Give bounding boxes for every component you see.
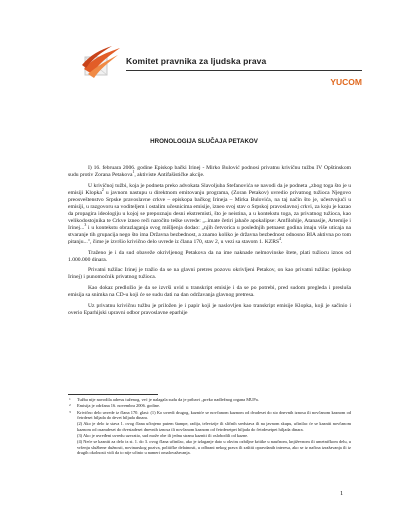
header-divider — [126, 70, 362, 71]
body-paragraph — [68, 165, 351, 179]
body-paragraph — [68, 285, 351, 299]
paragraph-text: U krivičnoj tužbi, koja je podneta preko advokata Slavoljuba Stefanovića se navodi da je podneta „zbog toga što je u emisiji Klopka — [68, 182, 351, 196]
yucom-logo-icon — [78, 43, 122, 85]
footnote — [68, 403, 351, 408]
paragraph-text: Privatni tužilac Irinej je tražio da se na glavni pretres pozovu okrivljeni Petakov, on kao privatni tužilac (episkop Irinej) i punomoćnik privatnog tužioca. — [68, 267, 351, 281]
paragraph-text: i u kontekstu obrazlaganja svog mišljenja dodao: „njih četvorica u poslednjih petnaest godina imaju više uticaja na stvaranje tih grupacija nego što ima Državna bezbednost, a znamo koliko je državna bezbednost odnosno BIA aktivna po tom pitanju...", čime je izvršio krivično delo uvrede iz člana 170, stav 2, u vezi sa stavom 1. KZRS — [68, 224, 351, 246]
footnote-text: Tužba nije navodila adresu tuženog, već je nalagala sudu da je pribavi „preko nadležnog organa MUPa. — [77, 397, 259, 402]
footnote — [68, 410, 351, 421]
footnote-number: 3 — [69, 409, 71, 414]
brand-name: YUCOM — [330, 77, 362, 87]
footnote — [68, 421, 351, 432]
footnotes — [68, 397, 351, 456]
footnote — [68, 439, 351, 455]
body-paragraph — [68, 303, 351, 317]
paragraph-text: Traženo je i da sud obaveže okrivljenog Petakova da na ime naknade nelmovinske štete, plati tužiocu iznos od 1.000.000 dinara. — [68, 249, 351, 263]
footnote-number: 1 — [69, 397, 71, 401]
footnote-text: (4) Neće se kazniti za delo iz st. 1. do 3. ovog člana učinilac, ako je izlaganje dato u okviru ozbiljne kritike u naučnom, književnom ili umetničkom delu, u vršenju službene dužnosti, novinarskog poziva, političke delatnosti, u odbrani nekog prava ili zaštiti opravdanih interesa, ako se iz načina izražavanja ili iz drugih okolnosti vidi da to nije učinio u nameri omalovažavanja. — [77, 439, 351, 456]
footnote-ref[interactable]: 4 — [279, 237, 281, 242]
letterhead — [78, 43, 366, 87]
footnote — [68, 397, 351, 402]
footnote-text: Emisija je održana 16. novembra 2006. godine. — [77, 403, 161, 409]
paragraph-text: . — [280, 239, 283, 246]
organization-name: Komitet pravnika za ljudska prava — [126, 56, 267, 66]
footnote-ref[interactable]: 1 — [132, 170, 135, 175]
paragraph-text: Kao dokaz predložio je da se izvrši uvid u transkript emisije i da se po potrebi, pred sudom pregleda i preslušа emisija sa snimka na CD-u koji će se sudu dati na dan održavanja glavnog pretresa. — [68, 285, 351, 299]
footnote-ref[interactable]: 3 — [84, 223, 87, 228]
body-paragraph — [68, 267, 351, 281]
footnote-ref[interactable]: 2 — [101, 187, 104, 192]
paragraph-text: Uz privatnu krivičnu tužbu je priložen je i papir koji je naslovljen kao transkript emisije Klopka, koji je sačinio i overio Eparhijski upravni odbor pravoslavne eparhije — [68, 302, 351, 316]
footnote-separator — [68, 394, 158, 395]
page-number: 1 — [340, 490, 344, 497]
footnote-text: (3) Ako je uvređeni uvredu uzvratio, sud može obe ili jednu stranu kazniti ili oslobodili od kazne. — [77, 433, 249, 439]
paragraph-text: , aktiviste Antifašističke akcije. — [134, 172, 205, 179]
document-title: HRONOLOGIJA SLUČAJA PETAKOV — [150, 138, 258, 145]
body-paragraph — [68, 250, 351, 264]
footnote-number: 2 — [69, 403, 71, 408]
footnote-text: Krivično delo uvrede iz člana 170. glasi: (1) Ko uvredi drugog, kazniće se novčanom kaznom od dvadeset do sto dnevnih iznosa ili novčanom kaznom od četrdeset hiljada do devet hiljada dinara. — [77, 409, 351, 421]
document-body — [68, 165, 351, 320]
paragraph-text: u javnom nastupu u direktnom emitovanju programa, (Zoran Petakov) uvredio privatnog tužioca Njegovo preosveštenstvo Srpske pravoslavne crkve – episkopa bačkog Irineja – Mirka Bulovića, na taj način što je, učestvujući u emisiji, u razgovoru sa voditeljem i ostalim učesnicima emisije, izneo svoj stav o Srpskoj pravoslavnoj crkvi, za koju je kazao da propagira ideologiju u kojoj se prepoznaju desni ekstremisti, što je neistina, a u kontekstu toga, za privatnog tužioca, kao velikodostojnika te Crkve izneo reči naročito teške uvrede: „..imate četiri jahače apokalipse: Amfilohije, Atanasije, Artemije i Irinej... — [68, 189, 351, 231]
footnote — [68, 433, 351, 438]
footnote-text: (2) Ako je delo iz stava 1. ovog člana učinjeno putem štampe, radija, televizije ili sličnih sredstava ili na javnom skupu, učinilac će se kazniti novčanom kaznom od osamdeset do dvestadeset dnevnih iznosa ili novčanom kaznom od četrdesetpet hiljada do četrdesetpet hiljada dinara. — [77, 421, 351, 432]
paragraph-text: I) 16. februara 2006. godine Episkop bački Irinej - Mirko Bulović podnosi privatnu krivičnu tužbu IV Opštinskom sudu protiv Zorana Petakova — [68, 165, 351, 179]
body-paragraph — [68, 183, 351, 246]
